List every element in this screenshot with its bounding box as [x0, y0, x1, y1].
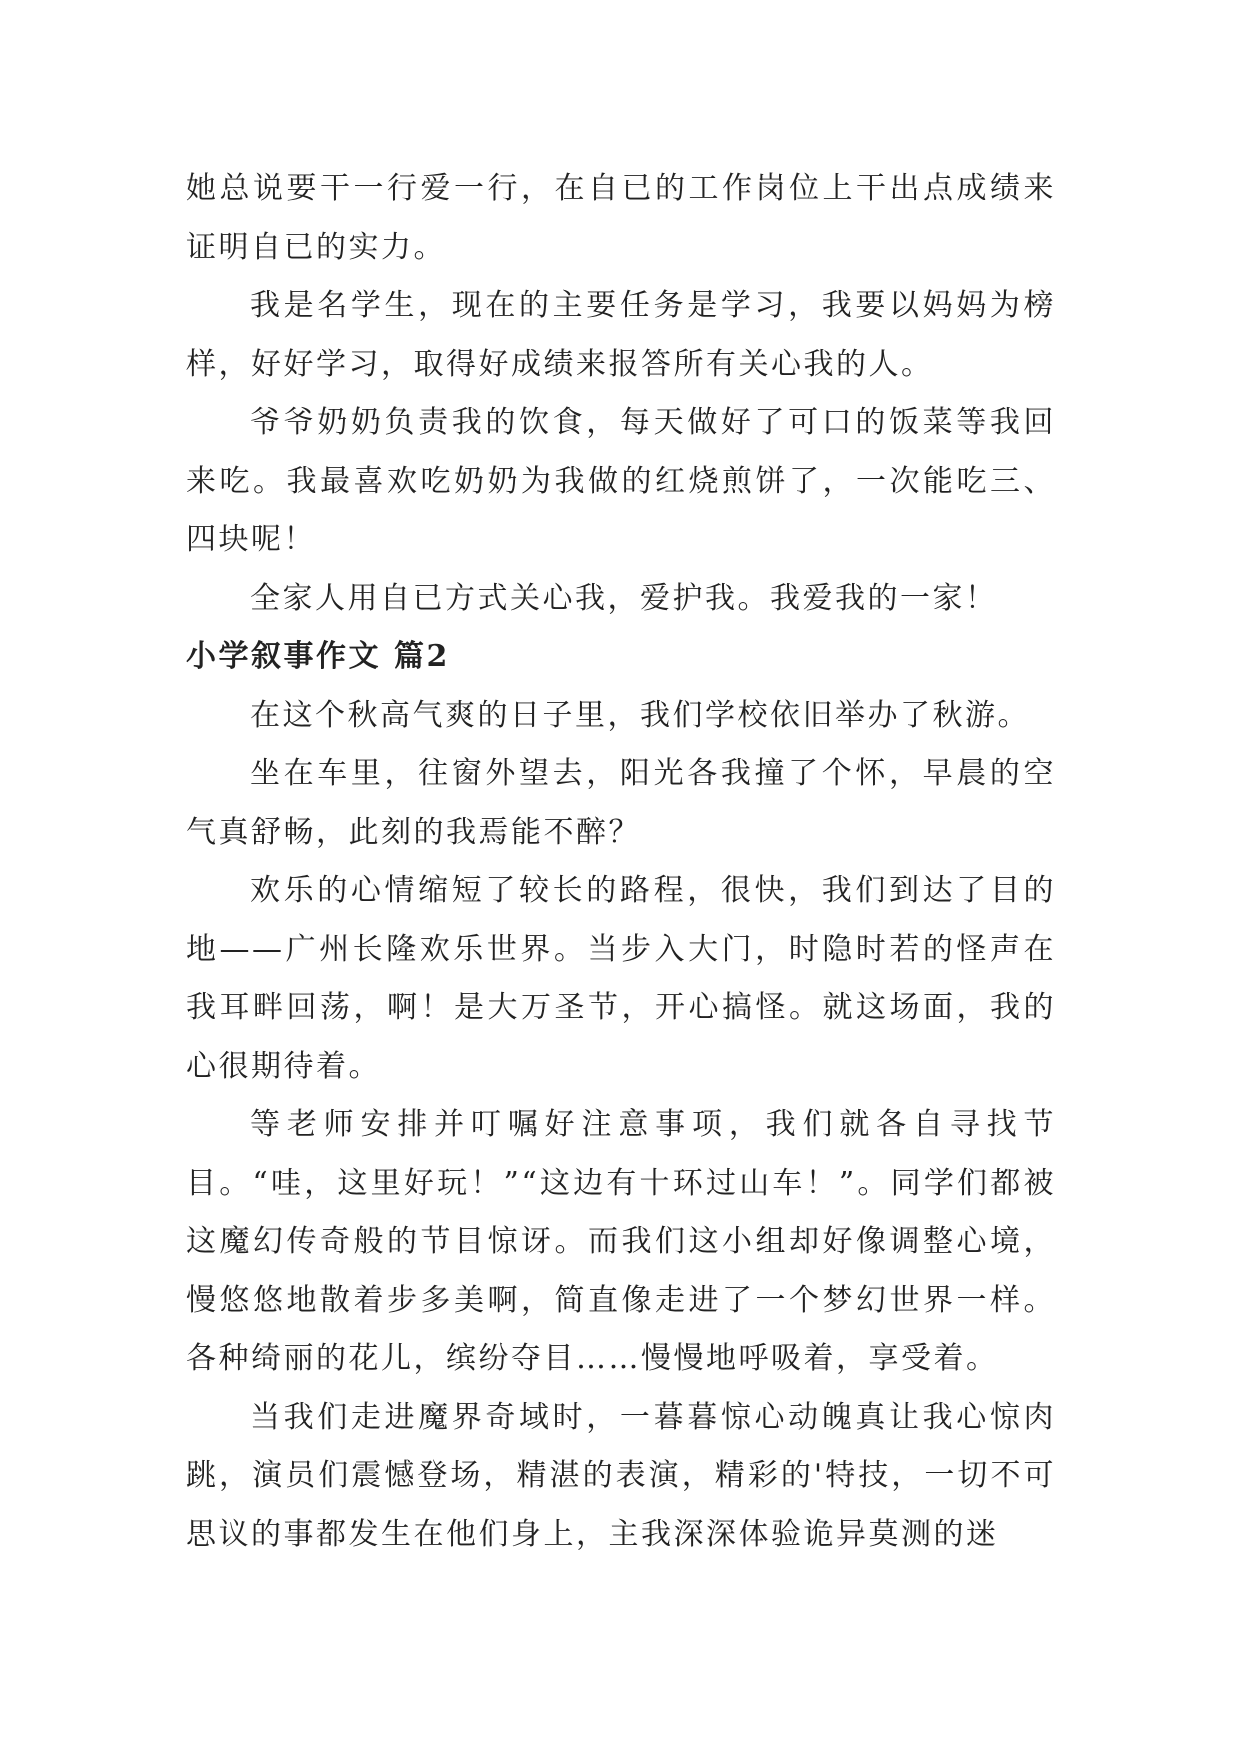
paragraph-grandparents: 爷爷奶奶负责我的饮食，每天做好了可口的饭菜等我回来吃。我最喜欢吃奶奶为我做的红烧煎饼了，一次能吃三、四块呢！: [186, 405, 1056, 557]
paragraph-arrival: 欢乐的心情缩短了较长的路程，很快，我们到达了目的地——广州长隆欢乐世界。当步入大门，时隐时若的怪声在我耳畔回荡，啊！是大万圣节，开心搞怪。就这场面，我的心很期待着。: [186, 873, 1056, 1084]
paragraph-exploring: 等老师安排并叮嘱好注意事项，我们就各自寻找节目。“哇，这里好玩！”“这边有十环过山车！”。同学们都被这魔幻传奇般的节目惊讶。而我们这小组却好像调整心境，慢悠悠地散着步多美啊，简直像走进了一个梦幻世界一样。各种绮丽的花儿，缤纷夺目……慢慢地呼吸着，享受着。: [186, 1107, 1056, 1376]
paragraph-autumn-trip: 在这个秋高气爽的日子里，我们学校依旧举办了秋游。: [250, 697, 1030, 733]
paragraph-student-role: 我是名学生，现在的主要任务是学习，我要以妈妈为榜样，好好学习，取得好成绩来报答所有关心我的人。: [186, 288, 1056, 382]
document-page: [186, 160, 1056, 1564]
paragraph-continuation: 她总说要干一行爱一行，在自已的工作岗位上干出点成绩来证明自已的实力。: [186, 171, 1056, 265]
paragraph-bus-window: 坐在车里，往窗外望去，阳光各我撞了个怀，早晨的空气真舒畅，此刻的我焉能不醉？: [186, 756, 1056, 850]
section-heading: 小学叙事作文 篇2: [186, 639, 450, 674]
paragraph-family-love: 全家人用自已方式关心我，爱护我。我爱我的一家！: [250, 580, 998, 616]
paragraph-magic-world: 当我们走进魔界奇域时，一暮暮惊心动魄真让我心惊肉跳，演员们震憾登场，精湛的表演，精彩的'特技，一切不可思议的事都发生在他们身上，主我深深体验诡异莫测的迷: [186, 1399, 1056, 1552]
